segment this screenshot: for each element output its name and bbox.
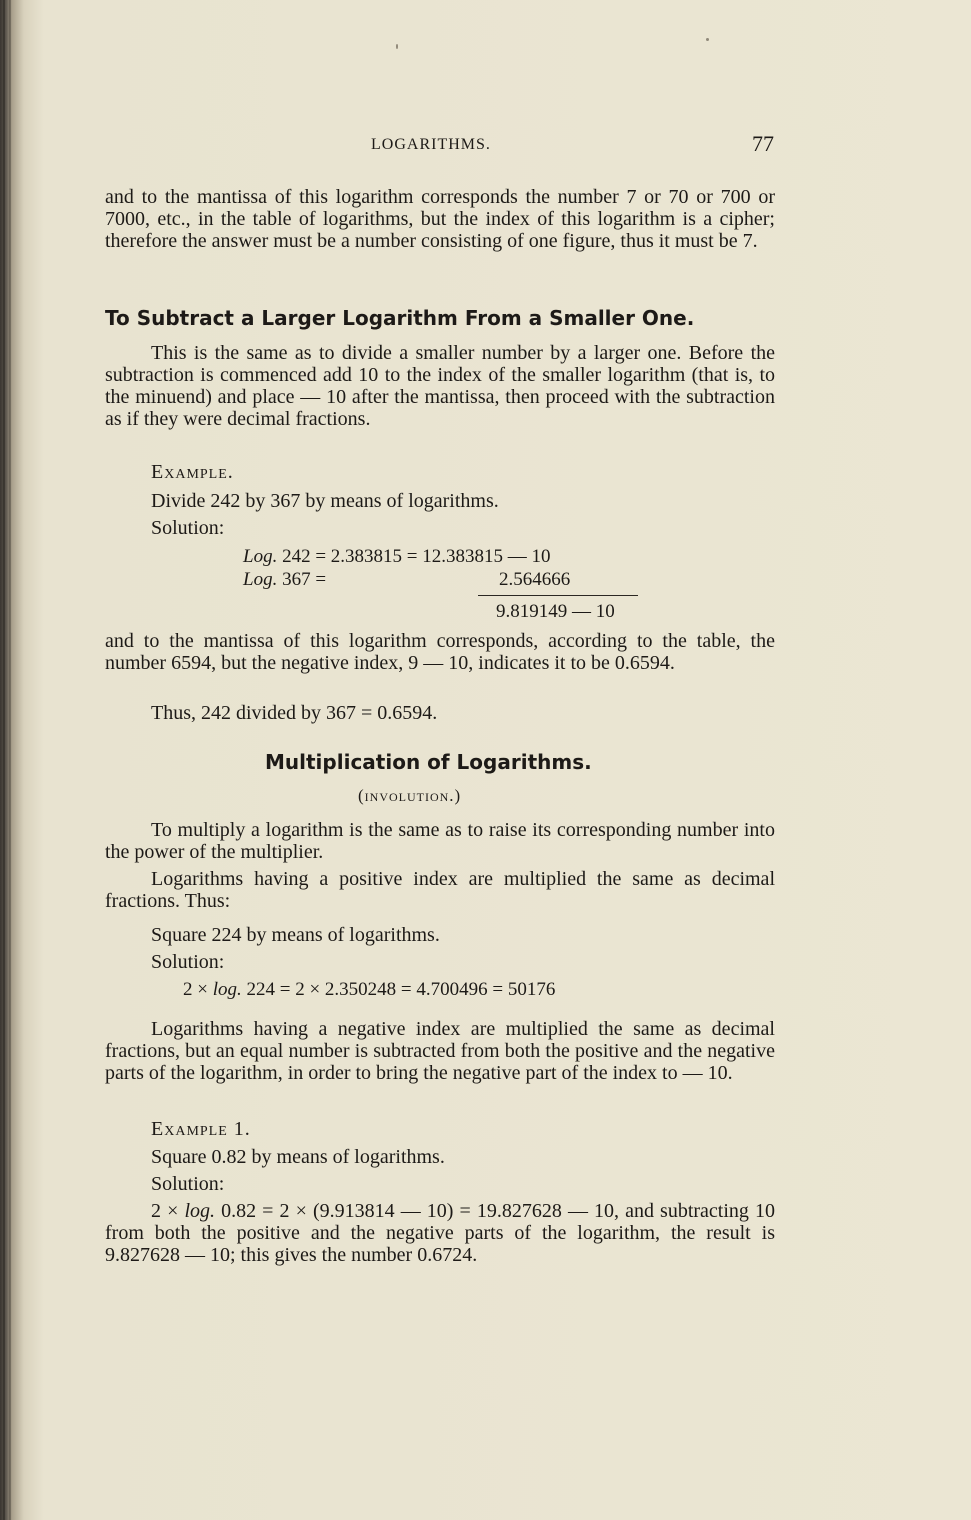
log-abbrev: Log. xyxy=(243,546,278,567)
solution-label: Solution: xyxy=(151,951,225,973)
calc-row-2-value: 2.564666 xyxy=(499,569,571,590)
multiplication-paragraph-1: To multiply a logarithm is the same as to raise its corresponding number into the power of the multiplier. xyxy=(105,819,775,863)
log-abbrev: Log. xyxy=(243,569,278,590)
subtract-paragraph: This is the same as to divide a smaller number by a larger one. Before the subtraction is commenced add 10 to the index of the smaller logarithm (that is, to the minuend) and place — 10 after the mantissa, then proceed with the subtraction as if they were decimal fractions. xyxy=(105,342,775,430)
example-label: Example. xyxy=(151,461,234,483)
square-example-text: Square 224 by means of logarithms. xyxy=(151,924,440,946)
final-calc-rest: 0.82 = 2 × (9.913814 — 10) = 19.827628 — 10, and subtracting 10 from both the positive and the negative parts of the logarithm, the result is 9.827628 — 10; this gives the number 0.6724. xyxy=(105,1200,775,1266)
running-header: LOGARITHMS. xyxy=(371,136,491,153)
section-subheading: (involution.) xyxy=(358,786,462,805)
example-1-text: Square 0.82 by means of logarithms. xyxy=(151,1146,445,1168)
after-calc-paragraph: and to the mantissa of this logarithm corresponds, according to the table, the number 6594, but the negative index, 9 — 10, indicates it to be 0.6594. xyxy=(105,630,775,674)
section-heading-subtract: To Subtract a Larger Logarithm From a Smaller One. xyxy=(105,306,695,330)
calc-result: 9.819149 — 10 xyxy=(496,601,615,622)
square-calc-line xyxy=(183,979,555,1001)
example-1-label: Example 1. xyxy=(151,1118,251,1140)
calc-rest: 224 = 2 × 2.350248 = 4.700496 = 50176 xyxy=(241,979,556,1000)
multiplication-paragraph-2: Logarithms having a positive index are multiplied the same as decimal fractions. Thus: xyxy=(105,868,775,912)
intro-paragraph: and to the mantissa of this logarithm corresponds the number 7 or 70 or 700 or 7000, etc., in the table of logarithms, but the index of this logarithm is a cipher; therefore the answer must be a number consisting of one figure, thus it must be 7. xyxy=(105,186,775,252)
paper-speck xyxy=(706,38,709,41)
calc-row-1-expression: 242 = 2.383815 = 12.383815 — 10 xyxy=(277,546,551,567)
calc-prefix: 2 × xyxy=(183,979,213,1000)
conclusion-line: Thus, 242 divided by 367 = 0.6594. xyxy=(151,702,438,724)
section-heading-multiplication: Multiplication of Logarithms. xyxy=(265,750,592,774)
solution-label: Solution: xyxy=(151,1173,225,1195)
paper-speck xyxy=(396,44,398,49)
multiplication-paragraph-3: Logarithms having a negative index are multiplied the same as decimal fractions, but an equal number is subtracted from both the positive and the negative parts of the logarithm, in order to bring the negative part of the index to — 10. xyxy=(105,1018,775,1084)
calc-row-2-left: 367 = xyxy=(277,569,327,590)
calc-row-1 xyxy=(243,546,551,568)
solution-label: Solution: xyxy=(151,517,225,539)
final-calc-paragraph xyxy=(105,1200,775,1266)
log-abbrev: log. xyxy=(212,979,242,1000)
binding-edge-line xyxy=(9,0,11,1520)
page-number: 77 xyxy=(752,131,774,156)
calc-prefix: 2 × xyxy=(151,1200,185,1222)
binding-edge-line xyxy=(3,0,5,1520)
example-text: Divide 242 by 367 by means of logarithms. xyxy=(151,490,499,512)
calc-row-2 xyxy=(243,569,326,591)
log-abbrev: log. xyxy=(184,1200,215,1222)
subtraction-rule xyxy=(478,595,638,596)
